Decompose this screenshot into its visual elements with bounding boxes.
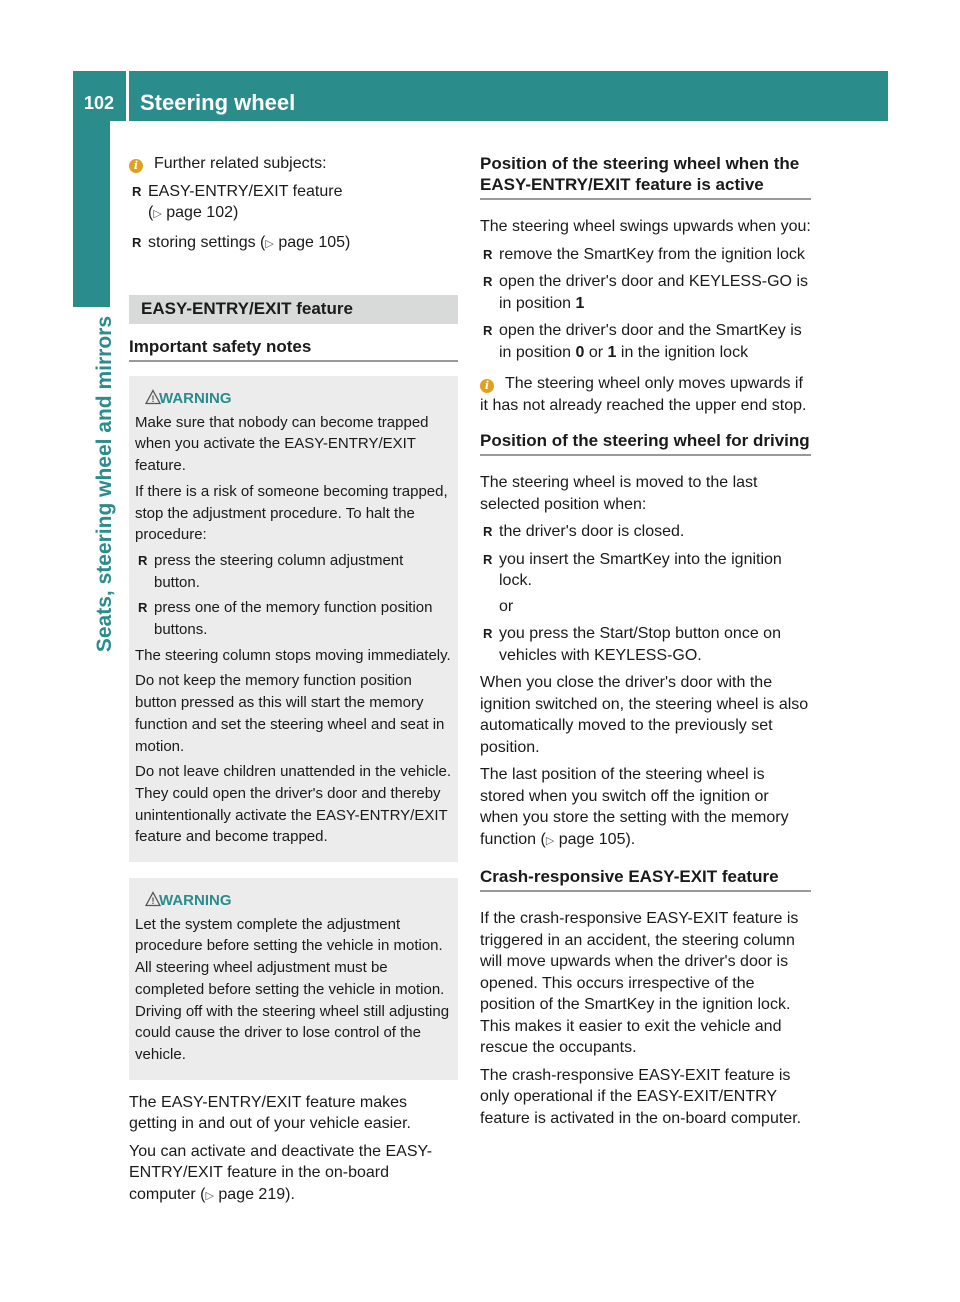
list-item: R the driver's door is closed. — [480, 521, 811, 543]
warning-text: The steering column stops moving immediately. — [135, 646, 451, 664]
list-item: R press the steering column adjustment button. — [138, 551, 404, 591]
body-paragraph: If the crash-responsive EASY-EXIT feature is triggered in an accident, the steering column will move upwards when the driver's door is opened. This occurs irrespective of the position of the SmartKey in the ignition lock. This makes it easier to exit the vehicle and rescue the occupants. — [480, 910, 799, 1056]
list-item: R press one of the memory function position buttons. — [138, 599, 433, 639]
left-column — [129, 153, 458, 1213]
page-link[interactable]: page 105). — [558, 830, 636, 848]
page-title: Steering wheel — [140, 90, 296, 115]
page-ref-arrow-icon: ▷ — [265, 237, 274, 250]
svg-text:!: ! — [151, 896, 155, 907]
header-divider — [126, 71, 129, 121]
warning-box — [129, 878, 458, 1080]
list-item: R EASY-ENTRY/EXIT feature (▷ page 102) — [132, 182, 343, 221]
subheading: Important safety notes — [129, 336, 458, 362]
body-paragraph: You can activate and deactivate the EASY-ENTRY/EXIT feature in the on-board computer (▷ page 219). — [129, 1142, 433, 1203]
bullet-icon: R — [483, 323, 493, 338]
list-item: R you insert the SmartKey into the ignition lock. — [483, 550, 782, 589]
page-ref-arrow-icon: ▷ — [153, 208, 162, 220]
chapter-title: Seats, steering wheel and mirrors — [93, 316, 116, 653]
warning-title: ! WARNING — [135, 890, 452, 912]
bullet-icon: R — [483, 626, 493, 641]
side-tab-block — [73, 121, 110, 307]
info-note: i The steering wheel only moves upwards if it has not already reached the upper end stop. — [480, 375, 807, 414]
subheading: Position of the steering wheel when the EASY-ENTRY/EXIT feature is active — [480, 153, 811, 200]
bullet-icon: R — [138, 600, 148, 616]
info-icon: i — [480, 379, 494, 393]
bullet-icon: R — [483, 551, 493, 567]
bullet-icon: R — [483, 524, 493, 539]
right-column — [480, 153, 811, 1135]
body-paragraph: The steering wheel swings upwards when you: — [480, 218, 811, 235]
warning-text: Let the system complete the adjustment procedure before setting the vehicle in motion. All steering wheel adjustment must be completed before setting the vehicle in motion. Driving off with the steering wheel still adjusting could cause the driver to lose control of the vehicle. — [135, 915, 450, 1063]
or-text: or — [499, 597, 514, 615]
bullet-icon: R — [483, 246, 493, 262]
list-item: R you press the Start/Stop button once on vehicles with KEYLESS-GO. — [483, 625, 781, 664]
bullet-icon: R — [483, 274, 493, 289]
bullet-icon: R — [132, 234, 142, 250]
list-item: R open the driver's door and KEYLESS-GO is in position 1 — [483, 273, 808, 312]
body-paragraph: The steering wheel is moved to the last selected position when: — [480, 474, 758, 513]
page-ref-arrow-icon: ▷ — [205, 1189, 214, 1202]
body-paragraph: When you close the driver's door with the ignition switched on, the steering wheel is also automatically moved to the previously set position. — [480, 674, 809, 756]
subheading: Position of the steering wheel for driving — [480, 430, 811, 456]
section-heading: EASY-ENTRY/EXIT feature — [129, 295, 458, 324]
warning-text: Do not keep the memory function position button pressed as this will start the memory function and set the steering wheel and seat in motion. — [135, 672, 445, 755]
related-intro: i Further related subjects: — [129, 153, 458, 175]
warning-text: If there is a risk of someone becoming trapped, stop the adjustment procedure. To halt the procedure: — [135, 482, 448, 544]
body-paragraph: The crash-responsive EASY-EXIT feature is only operational if the EASY-EXIT/ENTRY feature is activated in the on-board computer. — [480, 1066, 802, 1127]
page-link[interactable]: page 105) — [278, 233, 351, 251]
page-number: 102 — [84, 93, 115, 113]
warning-triangle-icon — [145, 891, 161, 907]
body-paragraph: The last position of the steering wheel is stored when you switch off the ignition or when you store the setting with the memory function (▷ page 105). — [480, 766, 789, 848]
svg-text:!: ! — [151, 394, 155, 404]
page-ref-arrow-icon: ▷ — [545, 834, 555, 847]
bullet-icon: R — [138, 552, 148, 568]
warning-title: ! WARNING — [135, 388, 452, 410]
body-paragraph: The EASY-ENTRY/EXIT feature makes getting in and out of your vehicle easier. — [129, 1093, 411, 1133]
bullet-icon: R — [132, 183, 142, 199]
warning-text: Do not leave children unattended in the vehicle. They could open the driver's door and thereby unintentionally activate the EASY-ENTRY/EXIT feature and become trapped. — [135, 763, 452, 846]
warning-triangle-icon — [145, 389, 161, 405]
warning-text: Make sure that nobody can become trapped when you activate the EASY-ENTRY/EXIT feature. — [135, 413, 429, 475]
warning-box — [129, 376, 458, 862]
list-item: R storing settings (▷ page 105) — [129, 232, 458, 256]
subheading: Crash-responsive EASY-EXIT feature — [480, 866, 811, 892]
list-item: R remove the SmartKey from the ignition lock — [480, 244, 811, 266]
page-link[interactable]: page 102 — [166, 204, 233, 221]
page-link[interactable]: page 219). — [218, 1185, 295, 1203]
info-icon: i — [129, 159, 143, 173]
list-item: R open the driver's door and the SmartKey is in position 0 or 1 in the ignition lock — [483, 322, 802, 361]
